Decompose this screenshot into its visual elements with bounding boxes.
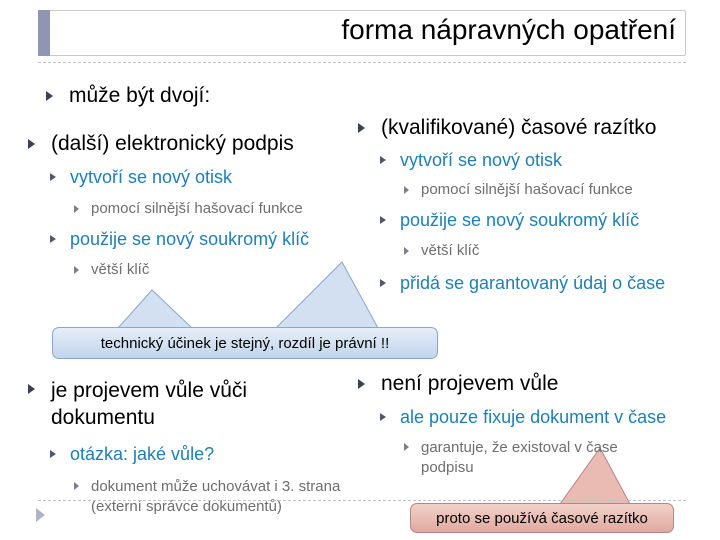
right-bottom-item: ale pouze fixuje dokument v čase bbox=[380, 407, 666, 428]
bullet-icon bbox=[380, 413, 386, 421]
callout-technical-effect: technický účinek je stejný, rozdíl je právní !! bbox=[52, 327, 438, 359]
right-top-item-3: přidá se garantovaný údaj o čase bbox=[380, 273, 665, 294]
right-top-item-2: použije se nový soukromý klíč bbox=[380, 210, 639, 231]
bullet-icon bbox=[74, 482, 79, 490]
bullet-icon bbox=[50, 450, 56, 458]
slide-title: forma nápravných opatření bbox=[341, 14, 676, 45]
bottom-divider bbox=[38, 500, 686, 501]
bullet-icon bbox=[358, 379, 365, 389]
right-top-item-1: vytvoří se nový otisk bbox=[380, 150, 562, 171]
callout-pointer-right bbox=[276, 262, 378, 328]
left-top-sub-1: pomocí silnější hašovací funkce bbox=[74, 200, 303, 217]
next-slide-icon[interactable] bbox=[36, 508, 45, 522]
callout-timestamp: proto se používá časové razítko bbox=[410, 503, 674, 533]
left-top-sub-2: větší klíč bbox=[74, 261, 149, 278]
left-top-heading: (další) elektronický podpis bbox=[28, 132, 294, 156]
left-top-item-1: vytvoří se nový otisk bbox=[50, 167, 232, 188]
left-top-item-2: použije se nový soukromý klíč bbox=[50, 229, 309, 250]
left-bottom-heading: je projevem vůle vůči dokumentu bbox=[28, 377, 328, 432]
intro-text: může být dvojí: bbox=[69, 84, 211, 107]
callout-pointer-left bbox=[118, 290, 192, 328]
right-bottom-heading: není projevem vůle bbox=[358, 372, 558, 396]
right-top-sub-1: pomocí silnější hašovací funkce bbox=[404, 181, 633, 198]
left-bottom-sub: dokument může uchovávat i 3. strana (externí správce dokumentů) bbox=[74, 477, 374, 516]
bullet-icon bbox=[404, 443, 409, 451]
right-top-sub-2: větší klíč bbox=[404, 242, 479, 259]
right-bottom-sub: garantuje, že existoval v čase podpisu bbox=[404, 438, 674, 477]
left-bottom-item: otázka: jaké vůle? bbox=[50, 444, 214, 465]
right-top-heading: (kvalifikované) časové razítko bbox=[358, 116, 656, 140]
bullet-icon bbox=[28, 384, 35, 394]
